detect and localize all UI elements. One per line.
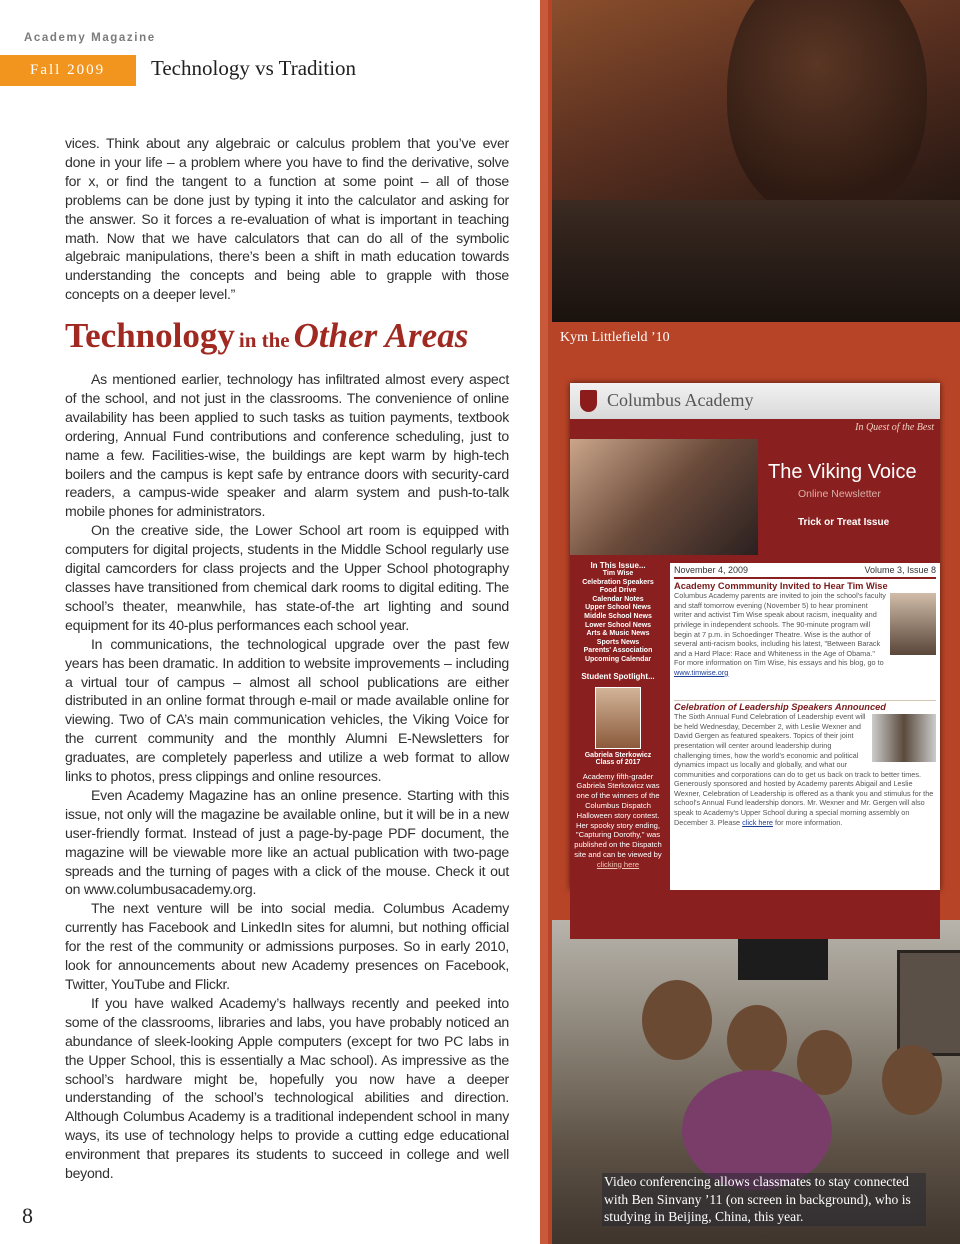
newsletter-issue-name: Trick or Treat Issue [798,517,890,528]
toc-item[interactable]: Celebration Speakers [582,578,654,586]
magazine-name: Academy Magazine [24,32,156,44]
toc-heading: In This Issue... [590,561,646,570]
shield-icon [580,390,597,412]
photo-caption: Video conferencing allows classmates to stay connected with Ben Sinvany ’11 (on screen in background), who is studying in Beijing, China, this year. [602,1173,926,1226]
spotlight-photo [595,687,641,749]
classroom-photo [552,920,960,1244]
sidebar-edge [540,0,548,1244]
article-paragraph: In communications, the technological upgrade over the past few years has been dramatic. In addition to website improvements – including a virtual tour of campus – almost all school publications are either distributed in an online format through e-mail or made available online for viewing. Two of CA’s main communication vehicles, the Viking Voice for the current community and the monthly Alumni E-Newsletters for graduates, are completely paperless and utilize a web format to allow links to photos, press clippings and online resources. [65,635,509,785]
article-heading [65,316,515,356]
speaker-photo [890,593,936,655]
toc-item[interactable]: Sports News [596,638,640,646]
toc-item[interactable]: Middle School News [584,612,652,620]
photo-caption: Kym Littlefield ’10 [560,330,670,345]
toc-item[interactable]: Arts & Music News [586,630,650,638]
spotlight-text [570,772,666,870]
toc-item[interactable]: Food Drive [599,587,637,595]
article1-link[interactable]: www.timwise.org [674,667,729,677]
newsletter-dateline [674,566,936,579]
section-title: Technology vs Tradition [151,56,357,80]
newsletter-tagline: In Quest of the Best [855,422,934,433]
article2-tail: for more information. [775,817,843,827]
page-number: 8 [22,1203,33,1228]
heading-word-other-areas: Other Areas [293,316,469,355]
spotlight-body: Academy fifth-grader Gabriela Sterkowicz was one of the winners of the Columbus Dispatch Halloween story contest. Her spooky story ending, "Capturing Dorothy," was published on the Dispatch site and can be viewed by [574,771,662,859]
speakers-photo [872,714,936,762]
toc-item[interactable]: Tim Wise [602,570,634,577]
sidebar-panel [540,0,960,1244]
article-column [65,370,509,1183]
person-shape [727,1005,787,1075]
article2-link[interactable]: click here [742,817,773,827]
article1-title[interactable]: Academy Commmunity Invited to Hear Tim Wise [674,580,888,591]
article-paragraph: Even Academy Magazine has an online presence. Starting with this issue, not only will the magazine be available online, but it will be in a new user-friendly format. Instead of just a page-by-page PDF document, the magazine will be viewable more like an actual publication with two-page spreads and the turning of pages with a click of the mouse. Check it out on www.columbusacademy.org. [65,786,509,898]
article1-text: Columbus Academy parents are invited to join the school's faculty and staff tomorrow evening (November 5) to hear prominent writer and activist Tim Wise speak about racism, inequality and privilege in independent schools. The 90-minute program will begin at 7 p.m. in Schoedinger Theatre. Wise is the author of several anti-racism books, including his latest, "Between Barack and a Hard Place: Race and Whiteness in the Age of Obama." For more information on Tim Wise, his essays and his blog, go to [674,591,886,668]
person-shape [882,1045,942,1115]
article1-body [674,591,936,677]
heading-word-in-the: in the [238,328,290,352]
toc-item[interactable]: Parents' Association [583,647,653,655]
spotlight-class: Class of 2017 [595,758,641,766]
newsletter-school-name: Columbus Academy [607,390,754,410]
toc-item[interactable]: Calendar Notes [592,595,644,603]
newsletter-date: November 4, 2009 [674,565,749,575]
newsletter-title: The Viking Voice [768,461,917,483]
article-paragraph: If you have walked Academy’s hallways recently and peeked into some of the classrooms, libraries and labs, you have probably noticed an abundance of sleek-looking Apple computers (except for two PC labs in the Upper School, this is essentially a Mac school). As impressive as the school’s hardware might be, hopefully you now have a deeper understanding of the school’s technological abilities and direction. Although Columbus Academy is a traditional independent school in many ways, its use of technology helps to provide a cutting edge educational environment that prepares its students to succeed in college and well beyond. [65,994,509,1182]
newsletter-content [670,563,940,890]
toc-item[interactable]: Upper School News [585,604,651,612]
intro-paragraph: vices. Think about any algebraic or calculus problem that you’ve ever done in your life – a problem where you have to find the derivative, solve for x, or find the tangent to a function at some point – all of those problems can be done just by typing it into the calculator and asking for the answer. So it forces a re-evaluation of what is important in teaching math. Now that we have calculators that can do all of the symbolic algebraic manipulations, there’s been a shift in math education towards understanding the concepts and being able to grapple with those concepts on a deeper level.” [65,135,509,303]
toc-item[interactable]: Upcoming Calendar [584,655,652,663]
article2-text: The Sixth Annual Fund Celebration of Leadership event will be held Wednesday, December 2, with Leslie Wexner and David Gergen as featured speakers. Topics of their joint presentation will center around leadership during challenging times, how the world's economic and political dynamics impact us locally and globally, and what our communities and corporations can do to get us back on track to better times. Generously sponsored and hosted by Academy parents Abigail and Leslie Wexner, Celebration of Leadership is offered as a thank you and stimulus for the school's Annual Fund leadership donors. Mr. Wexner and Mr. Gergen will also speak to Academy's Upper School during a special morning assembly on December 3. Please [674,712,934,827]
spotlight-name: Gabriela Sterkowicz [584,751,652,759]
student-face [727,0,927,220]
newsletter-photo [570,439,758,555]
spotlight-heading: Student Spotlight... [581,671,655,681]
intro-column [65,134,509,304]
heading-word-technology: Technology [65,316,235,355]
newsletter-volume: Volume 3, Issue 8 [864,565,936,575]
newsletter-toc [570,555,666,925]
article-paragraph: On the creative side, the Lower School art room is equipped with computers for digital projects, students in the Middle School regularly use digital camcorders for class projects and the Upper School photography classes have transitioned from chemical dark rooms to digital editing. The school’s theater, meanwhile, has state-of-the art lighting and sound equipment for its 40-plus performances each school year. [65,522,509,633]
newsletter-header [570,383,940,419]
person-shape [682,1070,832,1190]
article2-body [674,712,936,827]
article-paragraph: As mentioned earlier, technology has infiltrated almost every aspect of the school, and not just in the classrooms. The convenience of online availability has been applied to such tasks as tuition payments, textbook ordering, Annual Fund contributions and conference scheduling, just to name a few. Facilities-wise, the buildings are kept warm by high-tech boilers and the campus is kept safe by entrance doors with security-card readers, a campus-wide speaker and alarm system and push-to-talk mobile phones for administrators. [65,371,509,520]
article2-title[interactable]: Celebration of Leadership Speakers Announced [674,700,936,713]
person-shape [642,980,712,1060]
spotlight-link[interactable]: clicking here [596,859,640,869]
article-paragraph: The next venture will be into social media. Columbus Academy currently has Facebook and LinkedIn sites for alumni, but nothing official for the rest of the community or admissions purposes. So in early 2010, look for announcements about new Academy presences on Facebook, Twitter, YouTube and Flickr. [65,900,509,992]
monitor-shape [552,200,960,322]
student-photo [552,0,960,322]
toc-item[interactable]: Lower School News [584,621,652,629]
video-screen [897,950,960,1056]
season-tab: Fall 2009 [0,55,136,86]
newsletter-screenshot [570,383,940,890]
newsletter-subtitle: Online Newsletter [798,488,881,500]
